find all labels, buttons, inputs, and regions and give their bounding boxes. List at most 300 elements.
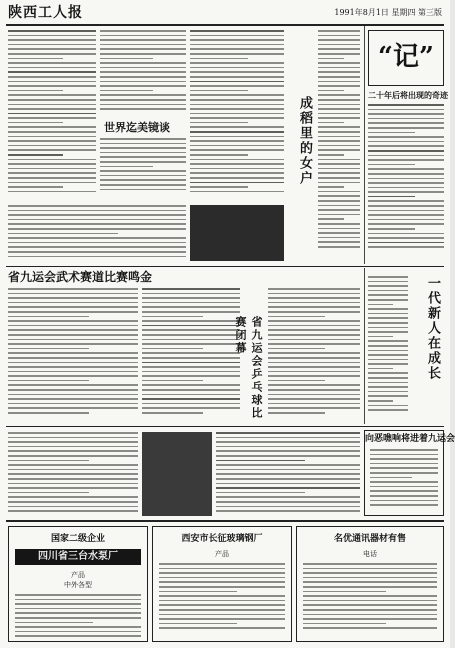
text-line [100,161,186,163]
text-line [8,302,138,304]
text-line [8,214,186,216]
article-column-8 [142,288,240,422]
text-line [268,334,360,336]
text-line [216,455,360,457]
text-line [159,600,285,602]
text-line [368,322,408,324]
article-column-9 [268,288,360,422]
text-line [100,48,186,50]
text-line [8,501,138,503]
text-line [318,81,360,83]
text-line [268,380,325,382]
text-line [190,58,248,60]
text-line [368,336,393,338]
sidebar-divider [364,26,365,264]
bottom-right-box [364,430,455,516]
text-line [8,334,138,336]
article-column-10 [368,276,408,422]
text-line [8,117,96,119]
text-line [100,143,186,145]
text-line [190,44,284,46]
text-line [368,340,408,342]
text-line [268,297,360,299]
text-line [368,350,408,352]
text-line [142,339,240,341]
text-line [8,94,96,96]
text-line [318,117,360,119]
text-line [268,407,360,409]
ad-fiberglass-label-1: 产品 [215,550,229,558]
ad-fiberglass-body [159,563,285,635]
text-line [142,366,240,368]
text-line [268,352,360,354]
text-line [159,604,285,606]
text-line [8,446,138,448]
text-line [159,614,285,616]
text-line [142,288,240,290]
text-line [268,403,360,405]
text-line [8,251,186,253]
text-line [8,71,96,73]
text-line [142,334,240,336]
text-line [159,586,285,588]
text-line [318,62,360,64]
text-line [142,407,240,409]
ad-pump-label-2: 中外各型 [64,581,92,589]
text-line [8,219,186,221]
text-line [100,184,186,186]
text-line [100,58,153,60]
sidebar-emblem [368,30,444,86]
text-line [368,242,444,244]
text-line [216,460,305,462]
text-line [368,246,444,248]
text-line [216,510,360,512]
text-line [370,490,438,492]
text-line [100,104,186,106]
text-line [8,464,138,466]
text-line [370,477,412,479]
sidebar-caption: 二十年后将出现的奇迹 [368,90,448,100]
text-line [190,182,284,184]
text-line [318,214,360,216]
text-line [142,302,240,304]
text-line [318,177,360,179]
text-line [216,450,360,452]
text-line [100,30,186,32]
ad-pump [8,526,148,642]
text-line [159,627,285,629]
text-line [368,127,444,129]
text-line [142,306,240,308]
crowd-photo [190,205,284,261]
text-line [318,136,360,138]
text-line [8,122,63,124]
text-line [268,288,360,290]
text-line [8,510,138,512]
text-line [8,126,96,128]
text-line [8,362,138,364]
text-line [368,377,408,379]
text-line [368,164,415,166]
text-line [142,398,240,400]
text-line [190,99,284,101]
text-line [368,159,444,161]
article-column-3 [190,30,284,200]
text-line [318,191,360,193]
text-line [368,178,444,180]
text-line [8,487,138,489]
article-column-1 [8,30,96,200]
text-line [100,94,186,96]
text-line [368,290,408,292]
text-line [15,608,141,610]
text-line [8,210,186,212]
text-line [190,85,284,87]
text-line [100,108,186,110]
ad-telecom-line-1: 名优通讯器材有售 [333,534,406,544]
text-line [15,599,141,601]
text-line [216,506,360,508]
text-line [368,304,393,306]
text-line [216,464,360,466]
text-line [190,108,284,110]
text-line [368,372,408,374]
text-line [368,285,408,287]
text-line [15,626,141,628]
text-line [268,375,360,377]
text-line [8,371,138,373]
text-line [370,472,438,474]
text-line [370,454,438,456]
text-line [8,343,138,345]
text-line [368,104,444,106]
text-line [8,256,186,258]
text-line [8,168,96,170]
text-line [370,495,438,497]
text-line [190,140,284,142]
text-line [8,375,138,377]
text-line [268,316,325,318]
text-line [8,76,96,78]
text-line [370,486,438,488]
text-line [8,104,96,106]
text-line [216,473,360,475]
text-line [318,35,360,37]
text-line [318,159,360,161]
text-line [8,99,96,101]
text-line [100,53,186,55]
ad-telecom [296,526,444,642]
bottom-right-column [370,449,438,511]
text-line [268,339,360,341]
text-line [318,99,360,101]
text-line [8,441,138,443]
text-line [318,209,360,211]
text-line [8,113,96,115]
text-line [190,94,284,96]
text-line [368,223,444,225]
text-line [8,30,96,32]
text-line [8,163,96,165]
text-line [142,343,240,345]
text-line [216,437,360,439]
text-line [216,496,360,498]
text-line [100,67,186,69]
text-line [8,460,89,462]
text-line [318,163,360,165]
text-line [15,617,141,619]
text-line [8,329,138,331]
text-line [8,492,89,494]
text-line [190,163,284,165]
text-line [318,58,344,60]
text-line [142,329,240,331]
text-line [318,168,360,170]
text-line [8,182,96,184]
text-line [8,380,89,382]
text-line [15,594,141,596]
text-line [268,371,360,373]
text-line [8,186,63,188]
text-line [8,455,138,457]
text-line [190,90,248,92]
text-line [190,191,284,193]
text-line [216,478,360,480]
text-line [8,473,138,475]
text-line [318,48,360,50]
text-line [159,572,285,574]
text-line [100,170,186,172]
text-line [303,581,437,583]
text-line [8,437,138,439]
text-line [318,94,360,96]
text-line [100,35,186,37]
text-line [142,384,240,386]
text-line [303,572,437,574]
text-line [8,81,96,83]
text-line [303,600,437,602]
text-line [15,622,93,624]
text-line [368,363,408,365]
text-line [216,492,305,494]
text-line [142,371,240,373]
games-heading: 省九运会武术赛道比赛鸣金 [8,270,153,284]
text-line [142,316,203,318]
text-line [190,67,284,69]
text-line [303,614,437,616]
text-line [8,242,186,244]
text-line [368,281,408,283]
text-line [318,228,360,230]
text-line [368,354,408,356]
text-line [8,145,96,147]
text-line [318,237,360,239]
text-line [8,177,96,179]
text-line [368,313,408,315]
article-column-12 [216,432,360,516]
text-line [368,382,408,384]
text-line [159,581,285,583]
text-line [216,501,360,503]
text-line [159,623,237,625]
text-line [216,441,360,443]
text-line [368,205,444,207]
text-line [8,85,96,87]
text-line [8,131,96,133]
text-line [370,463,438,465]
article-column-4 [100,138,186,198]
text-line [190,117,284,119]
text-line [368,308,408,310]
text-line [368,391,408,393]
text-line [318,145,360,147]
right-divider [364,268,365,424]
text-line [318,30,360,32]
text-line [190,177,284,179]
text-line [8,62,96,64]
ad-pump-line-1: 国家二级企业 [50,534,105,544]
text-line [8,394,138,396]
text-line [8,348,89,350]
text-line [8,136,96,138]
text-line [100,85,186,87]
text-line [318,218,344,220]
text-line [15,635,141,637]
text-line [318,71,360,73]
text-line [268,389,360,391]
text-line [368,141,444,143]
text-line [100,76,186,78]
text-line [8,316,89,318]
text-line [8,205,186,207]
text-line [8,478,138,480]
text-line [368,299,408,301]
article-column-5 [8,205,186,263]
text-line [159,591,237,593]
text-line [15,612,141,614]
text-line [318,44,360,46]
text-line [8,432,138,434]
text-line [8,140,96,142]
text-line [368,113,444,115]
text-line [318,104,360,106]
text-line [8,412,89,414]
text-line [268,348,325,350]
text-line [216,446,360,448]
text-line [368,276,408,278]
text-line [190,81,284,83]
text-line [370,504,438,506]
right-vertical-heading: 一代新人在成长 [425,276,440,381]
text-line [142,357,240,359]
text-line [8,48,96,50]
text-line [8,352,138,354]
text-line [268,325,360,327]
text-line [8,39,96,41]
text-line [368,196,415,198]
text-line [8,233,118,235]
text-line [268,320,360,322]
text-line [8,496,138,498]
text-line [318,154,344,156]
text-line [100,156,186,158]
text-line [8,223,186,225]
text-line [368,219,444,221]
text-line [8,53,96,55]
text-line [368,317,408,319]
text-line [368,395,408,397]
text-line [303,627,437,629]
text-line [8,288,138,290]
ad-pump-body [15,594,141,640]
text-line [8,407,138,409]
feature-heading: 世界迄美镜谈 [104,121,170,134]
text-line [318,76,360,78]
text-line [368,214,444,216]
text-line [368,155,444,157]
ad-fiberglass-line-1: 西安市长征玻璃钢厂 [181,534,263,544]
text-line [368,191,444,193]
text-line [268,398,360,400]
text-line [368,368,393,370]
text-line [159,563,285,565]
text-line [268,311,360,313]
text-line [8,339,138,341]
text-line [368,345,408,347]
text-line [318,223,360,225]
text-line [142,380,203,382]
text-line [142,320,240,322]
text-line [190,76,284,78]
text-line [190,35,284,37]
text-line [216,432,360,434]
text-line [268,412,325,414]
text-line [318,172,360,174]
text-line [8,90,63,92]
text-line [368,331,408,333]
text-line [368,145,444,147]
text-line [142,394,240,396]
text-line [268,362,360,364]
bottom-right-heading: 向恶噍响将进着九运会 [365,434,455,444]
text-line [368,182,444,184]
text-line [368,109,444,111]
text-line [368,386,408,388]
text-line [100,90,153,92]
text-line [368,405,408,407]
text-line [318,90,344,92]
text-line [142,362,240,364]
text-line [190,145,284,147]
text-line [303,604,437,606]
text-line [303,563,437,565]
text-line [100,152,186,154]
text-line [318,113,360,115]
text-line [318,195,360,197]
text-line [370,500,438,502]
text-line [368,132,415,134]
text-line [190,186,248,188]
text-line [368,150,444,152]
text-line [8,154,63,156]
text-line [100,71,186,73]
ad-fiberglass [152,526,292,642]
text-line [159,618,285,620]
text-line [303,618,437,620]
text-line [142,325,240,327]
header-rule [6,24,444,26]
